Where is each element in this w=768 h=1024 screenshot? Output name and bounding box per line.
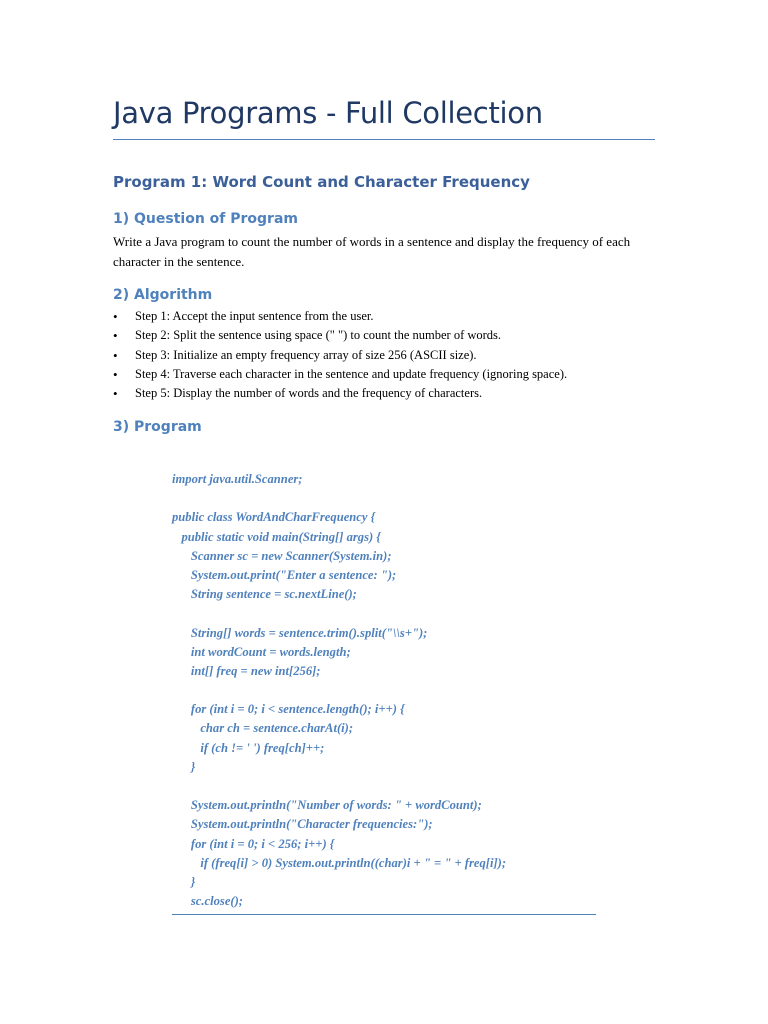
code-line: for (int i = 0; i < 256; i++) { [172,836,335,851]
program-code-heading: 3) Program [113,419,202,435]
code-line: int[] freq = new int[256]; [172,663,321,678]
code-line [172,604,597,623]
code-line: public class WordAndCharFrequency { [172,510,375,525]
code-line: char ch = sentence.charAt(i); [172,721,354,736]
algorithm-step [113,346,673,365]
algorithm-step-text: Step 2: Split the sentence using space (" ") to count the number of words. [135,328,502,343]
question-text: Write a Java program to count the number of words in a sentence and display the frequency of each character in the sentence. [113,234,631,269]
bullet-icon: • [113,309,118,324]
question-heading: 1) Question of Program [113,211,298,227]
code-line: System.out.print("Enter a sentence: "); [172,567,397,582]
code-line: int wordCount = words.length; [172,644,351,659]
code-line [172,489,597,508]
code-line: String sentence = sc.nextLine(); [172,587,357,602]
algorithm-heading: 2) Algorithm [113,287,213,303]
code-line: import java.util.Scanner; [172,472,303,486]
bullet-icon: • [113,386,118,402]
code-line: sc.close(); [172,894,243,909]
algorithm-step [113,307,673,326]
code-line: System.out.println("Character frequencies:"); [172,817,433,832]
code-line: for (int i = 0; i < sentence.length(); i++) { [172,702,405,717]
code-line [172,777,597,796]
bullet-icon: • [113,347,118,363]
algorithm-step-text: Step 4: Traverse each character in the sentence and update frequency (ignoring space). [135,366,568,381]
algorithm-step-text: Step 3: Initialize an empty frequency array of size 256 (ASCII size). [135,347,477,362]
code-line: } [172,874,196,889]
algorithm-steps-list [113,307,673,403]
bullet-icon: • [113,328,118,344]
code-line: String[] words = sentence.trim().split("\\s+"); [172,625,428,640]
title-divider [113,139,655,140]
algorithm-step-text: Step 5: Display the number of words and the frequency of characters. [135,386,483,401]
code-line: if (ch != ' ') freq[ch]++; [172,740,325,755]
program-heading: Program 1: Word Count and Character Frequency [113,173,530,191]
algorithm-step [113,365,673,384]
algorithm-step [113,326,673,345]
code-line [172,681,597,700]
bullet-icon: • [113,366,118,382]
algorithm-step-text: Step 1: Accept the input sentence from the user. [135,309,374,323]
code-block-divider [172,914,596,915]
document-title: Java Programs - Full Collection [113,96,543,130]
code-line: public static void main(String[] args) { [172,529,381,544]
code-line: } [172,759,196,774]
code-line: Scanner sc = new Scanner(System.in); [172,548,392,563]
code-block [172,470,597,911]
code-line: System.out.println("Number of words: " + wordCount); [172,798,482,813]
code-line: if (freq[i] > 0) System.out.println((char)i + " = " + freq[i]); [172,855,507,870]
algorithm-step [113,384,673,403]
